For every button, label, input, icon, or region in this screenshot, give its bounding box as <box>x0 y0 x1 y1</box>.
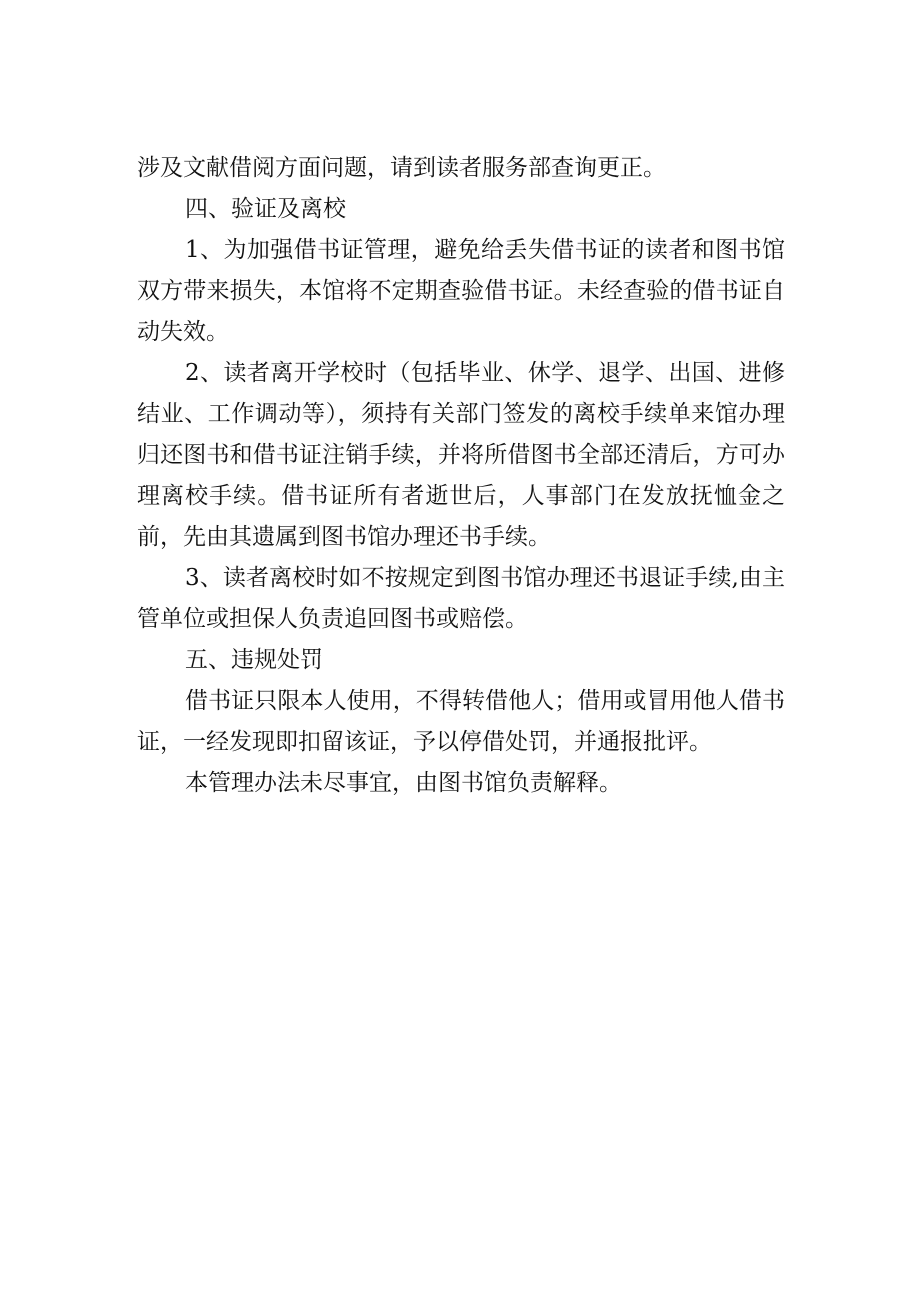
paragraph-item-1: 1、为加强借书证管理，避免给丢失借书证的读者和图书馆双方带来损失，本馆将不定期查验借书证。未经查验的借书证自动失效。 <box>137 237 785 345</box>
paragraph-continuation: 涉及文献借阅方面问题，请到读者服务部查询更正。 <box>137 155 666 181</box>
section-heading-penalty: 五、违规处罚 <box>185 647 323 673</box>
section-heading-verification: 四、验证及离校 <box>185 196 346 222</box>
paragraph-penalty: 借书证只限本人使用，不得转借他人；借用或冒用他人借书证，一经发现即扣留该证，予以停借处罚，并通报批评。 <box>137 688 785 755</box>
paragraph-item-3: 3、读者离校时如不按规定到图书馆办理还书退证手续,由主管单位或担保人负责追回图书或赔偿。 <box>137 565 785 632</box>
paragraph-closing: 本管理办法未尽事宜，由图书馆负责解释。 <box>185 770 622 796</box>
document-body <box>137 148 785 804</box>
paragraph-item-2: 2、读者离开学校时（包括毕业、休学、退学、出国、进修结业、工作调动等），须持有关部门签发的离校手续单来馆办理归还图书和借书证注销手续，并将所借图书全部还清后，方可办理离校手续。借书证所有者逝世后，人事部门在发放抚恤金之前，先由其遗属到图书馆办理还书手续。 <box>137 360 785 550</box>
